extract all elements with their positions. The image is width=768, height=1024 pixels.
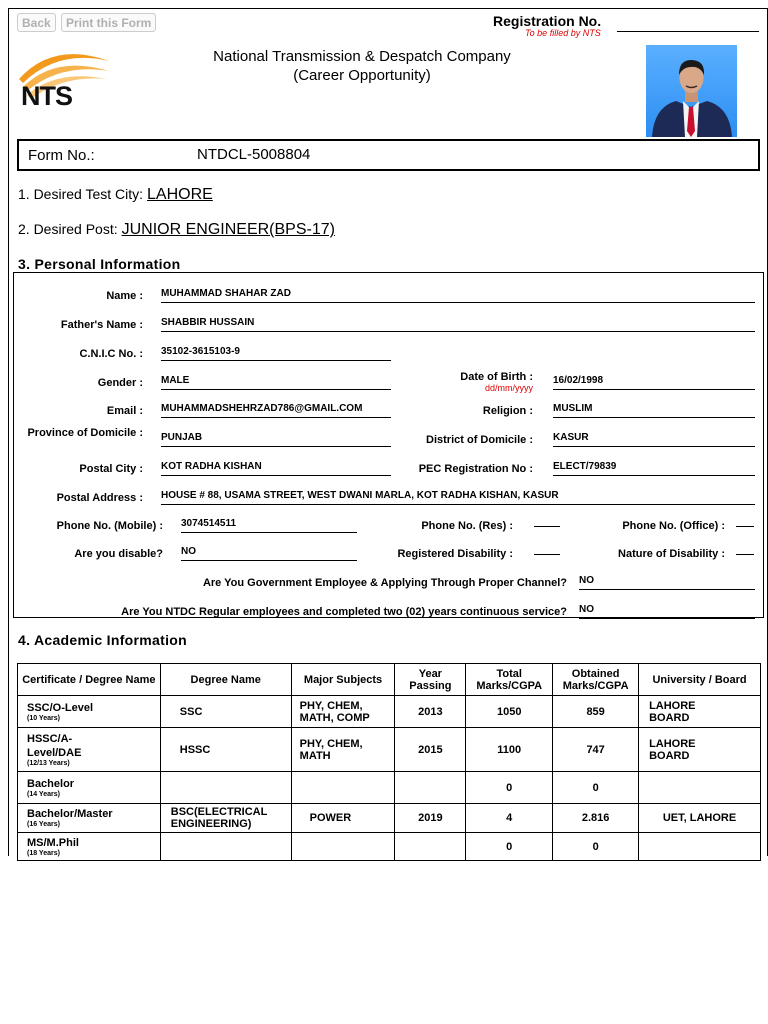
degree-cell: BSC(ELECTRICAL ENGINEERING) xyxy=(160,804,291,833)
obtained-cell: 0 xyxy=(553,833,639,861)
registered-disability-empty xyxy=(534,554,560,555)
dob-label: Date of Birth : xyxy=(460,371,533,383)
certificate-years: (10 Years) xyxy=(27,714,60,722)
col-year-passing: Year Passing xyxy=(395,664,466,696)
person-photo-icon xyxy=(646,45,737,137)
total-cell: 0 xyxy=(466,833,553,861)
back-button[interactable]: Back xyxy=(17,13,56,32)
obtained-cell: 747 xyxy=(553,728,639,772)
desired-post xyxy=(18,221,335,239)
pec-label: PEC Registration No : xyxy=(418,463,533,475)
province-value: PUNJAB xyxy=(161,432,391,447)
degree-cell xyxy=(160,772,291,804)
total-cell: 1050 xyxy=(466,696,553,728)
postal-city-value: KOT RADHA KISHAN xyxy=(161,461,391,476)
certificate-cell xyxy=(18,772,161,804)
desired-test-city-value: LAHORE xyxy=(147,186,213,203)
academic-table xyxy=(17,663,761,861)
certificate-name: Bachelor xyxy=(27,777,75,790)
academic-header-row xyxy=(18,664,761,696)
year-cell xyxy=(395,833,466,861)
registration-note: To be filled by NTS xyxy=(525,28,601,38)
certificate-years: (12/13 Years) xyxy=(27,759,70,767)
email-label: Email : xyxy=(106,405,143,417)
board-cell: UET, LAHORE xyxy=(639,804,761,833)
father-name-value: SHABBIR HUSSAIN xyxy=(161,317,755,332)
certificate-name: Bachelor/Master xyxy=(27,808,113,820)
certificate-cell xyxy=(18,833,161,861)
desired-post-value: JUNIOR ENGINEER(BPS-17) xyxy=(121,221,335,238)
district-value: KASUR xyxy=(553,432,755,447)
phone-office-empty xyxy=(736,526,754,527)
board-cell: LAHORE BOARD xyxy=(639,696,761,728)
email-value: MUHAMMADSHEHRZAD786@GMAIL.COM xyxy=(161,403,391,418)
col-certificate: Certificate / Degree Name xyxy=(18,664,161,696)
year-cell: 2013 xyxy=(395,696,466,728)
company-heading xyxy=(159,47,565,85)
gov-employee-value: NO xyxy=(579,575,755,590)
district-label: District of Domicile : xyxy=(426,434,533,446)
degree-cell: HSSC xyxy=(160,728,291,772)
dob-format-note: dd/mm/yyyy xyxy=(484,383,533,393)
obtained-cell: 0 xyxy=(553,772,639,804)
col-total-marks: Total Marks/CGPA xyxy=(466,664,553,696)
table-row xyxy=(18,772,761,804)
cnic-value: 35102-3615103-9 xyxy=(161,346,391,361)
certificate-cell xyxy=(18,804,161,833)
col-obtained-marks: Obtained Marks/CGPA xyxy=(553,664,639,696)
logo-text: NTS xyxy=(21,81,72,111)
father-name-label: Father's Name : xyxy=(60,319,143,331)
subjects-cell: PHY, CHEM, MATH, COMP xyxy=(291,696,395,728)
registration-label: Registration No. xyxy=(493,13,602,29)
postal-city-label: Postal City : xyxy=(79,463,143,475)
col-university-board: University / Board xyxy=(639,664,761,696)
disable-value: NO xyxy=(181,546,357,561)
board-cell: LAHORE BOARD xyxy=(639,728,761,772)
subjects-cell: POWER xyxy=(291,804,395,833)
board-cell xyxy=(639,772,761,804)
certificate-years: (16 Years) xyxy=(27,821,60,828)
desired-test-city-label: 1. Desired Test City: xyxy=(18,186,144,202)
phone-res-empty xyxy=(534,526,560,527)
career-opportunity: (Career Opportunity) xyxy=(293,67,431,84)
gender-value: MALE xyxy=(161,375,391,390)
obtained-cell: 2.816 xyxy=(553,804,639,833)
year-cell xyxy=(395,772,466,804)
certificate-name: MS/M.Phil xyxy=(27,836,79,849)
certificate-cell xyxy=(18,696,161,728)
form-number-label: Form No.: xyxy=(28,147,95,164)
personal-info-heading: 3. Personal Information xyxy=(18,256,181,272)
name-value: MUHAMMAD SHAHAR ZAD xyxy=(161,288,755,303)
total-cell: 1100 xyxy=(466,728,553,772)
table-row xyxy=(18,833,761,861)
certificate-cell xyxy=(18,728,161,772)
name-label: Name : xyxy=(106,290,143,302)
certificate-years: (18 Years) xyxy=(27,849,60,857)
phone-office-label: Phone No. (Office) : xyxy=(622,520,725,532)
religion-value: MUSLIM xyxy=(553,403,755,418)
disable-label: Are you disable? xyxy=(74,548,163,560)
year-cell: 2019 xyxy=(395,804,466,833)
mobile-label: Phone No. (Mobile) : xyxy=(56,520,163,532)
province-label: Province of Domicile : xyxy=(27,427,143,439)
certificate-years: (14 Years) xyxy=(27,790,60,798)
company-name: National Transmission & Despatch Company xyxy=(213,48,511,65)
desired-post-label: 2. Desired Post: xyxy=(18,221,118,237)
print-form-button[interactable]: Print this Form xyxy=(61,13,156,32)
religion-label: Religion : xyxy=(482,405,533,417)
desired-test-city xyxy=(18,186,213,204)
col-degree-name: Degree Name xyxy=(160,664,291,696)
form-number-box xyxy=(17,139,760,171)
nature-disability-empty xyxy=(736,554,754,555)
subjects-cell: PHY, CHEM, MATH xyxy=(291,728,395,772)
subjects-cell xyxy=(291,833,395,861)
applicant-photo xyxy=(646,45,737,137)
nature-disability-label: Nature of Disability : xyxy=(618,548,725,560)
form-number-value: NTDCL-5008804 xyxy=(197,146,311,163)
certificate-name: HSSC/A-Level/DAE xyxy=(27,732,82,759)
total-cell: 4 xyxy=(466,804,553,833)
personal-info-box xyxy=(13,272,764,618)
total-cell: 0 xyxy=(466,772,553,804)
ntdc-employee-label: Are You NTDC Regular employees and completed two (02) years continuous service? xyxy=(121,606,567,618)
pec-value: ELECT/79839 xyxy=(553,461,755,476)
col-major-subjects: Major Subjects xyxy=(291,664,395,696)
dob-value: 16/02/1998 xyxy=(553,375,755,390)
table-row xyxy=(18,804,761,833)
subjects-cell xyxy=(291,772,395,804)
degree-cell xyxy=(160,833,291,861)
table-row xyxy=(18,728,761,772)
degree-cell: SSC xyxy=(160,696,291,728)
cnic-label: C.N.I.C No. : xyxy=(79,348,143,360)
gender-label: Gender : xyxy=(97,377,143,389)
gov-employee-label: Are You Government Employee & Applying Through Proper Channel? xyxy=(202,577,567,589)
mobile-value: 3074514511 xyxy=(181,518,357,533)
postal-address-value: HOUSE # 88, USAMA STREET, WEST DWANI MARLA, KOT RADHA KISHAN, KASUR xyxy=(161,490,755,505)
obtained-cell: 859 xyxy=(553,696,639,728)
postal-address-label: Postal Address : xyxy=(56,492,143,504)
certificate-name: SSC/O-Level xyxy=(27,701,94,714)
registration-line xyxy=(617,31,759,32)
ntdc-employee-value: NO xyxy=(579,604,755,619)
board-cell xyxy=(639,833,761,861)
academic-info-heading: 4. Academic Information xyxy=(18,632,187,648)
phone-res-label: Phone No. (Res) : xyxy=(421,520,513,532)
year-cell: 2015 xyxy=(395,728,466,772)
table-row xyxy=(18,696,761,728)
application-form xyxy=(8,8,768,856)
nts-logo xyxy=(13,39,113,109)
registered-disability-label: Registered Disability : xyxy=(397,548,513,560)
